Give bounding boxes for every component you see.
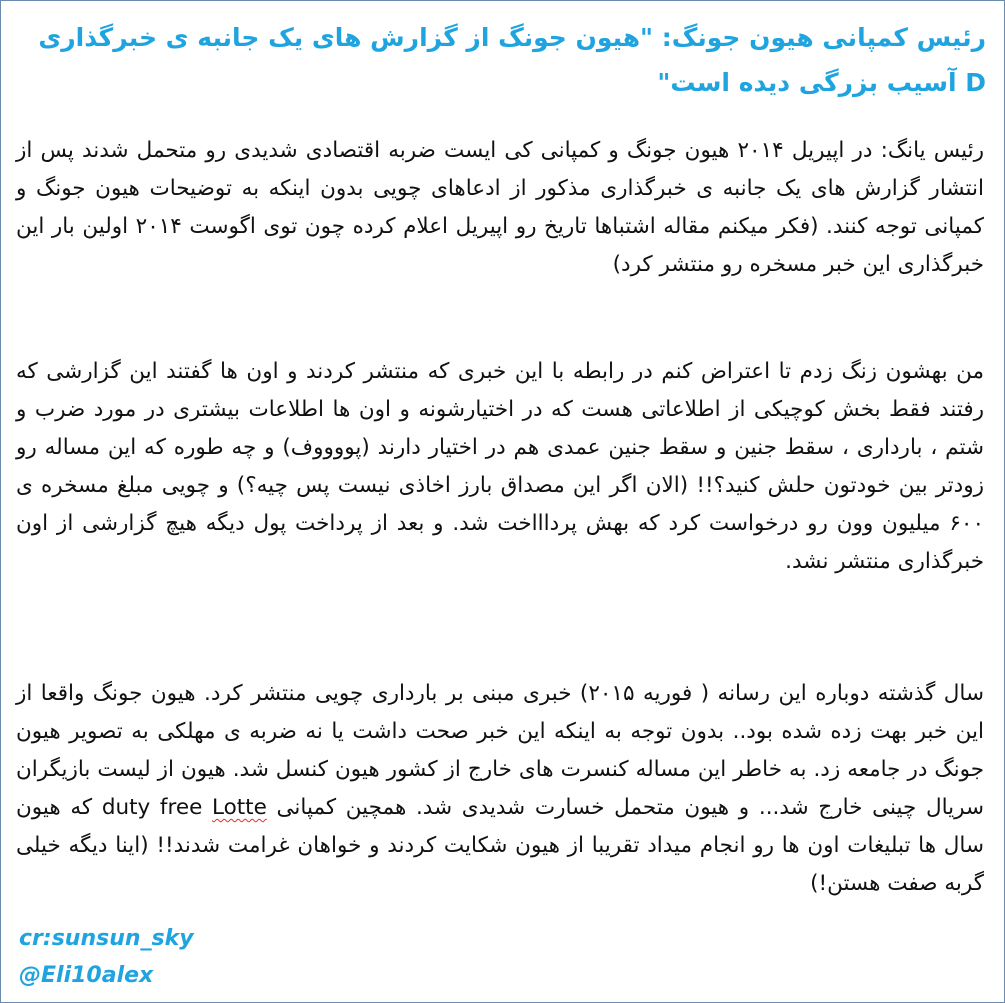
credit-source: cr:sunsun_sky	[19, 926, 194, 951]
paragraph-2: من بهشون زنگ زدم تا اعتراض کنم در رابطه با این خبری که منتشر کردند و اون ها گفتند این گزارشی که رفتند فقط بخش کوچیکی از اطلاعاتی هست که در اختیارشونه و اون ها اطلاعات بیشتری در مورد ضرب و شتم ، بارداری ، سقط جنین و سقط جنین عمدی هم در اختیار دارند (پووووف) و چه طوره که این مساله رو زودتر بین خودتون حلش کنید؟!! (الان اگر این مصداق بارز اخاذی نیست پس چیه؟) و چویی مبلغ مسخره ی ۶۰۰ میلیون وون رو درخواست کرد که بهش پرداااخت شد. و بعد از پرداخت پول دیگه هیچ گزارشی از اون خبرگذاری منتشر نشد.	[16, 359, 984, 574]
credit-translator: @Eli10alex	[19, 963, 154, 988]
brand-lotte: Lotte	[212, 795, 267, 820]
paragraph-3-text-after: که هیون سال ها تبلیغات اون ها رو انجام میداد تقریبا از هیون شکایت کردند و خواهان غرامت شدند!! (اینا دیگه خیلی گربه صفت هستن!)	[16, 795, 984, 896]
paragraph-3-text-before: سال گذشته دوباره این رسانه ( فوریه ۲۰۱۵) خبری مبنی بر بارداری چویی منتشر کرد. هیون جونگ واقعا از این خبر بهت زده شده بود.. بدون توجه به اینکه این خبر صحت داشت یا نه ضربه ی مهلکی به تصویر هیون جونگ در جامعه زد. به خاطر این مساله کنسرت های خارج از کشور هیون کنسل شد. هیون از لیست بازیگران سریال چینی خارج شد... و هیون متحمل خسارت شدیدی شد. همچین کمپانی	[16, 681, 984, 820]
article-title: رئیس کمپانی هیون جونگ: "هیون جونگ از گزارش های یک جانبه ی خبرگذاری D آسیب بزرگی دیده است"	[38, 23, 986, 97]
paragraph-3	[16, 675, 984, 903]
brand-duty-free: duty free	[101, 795, 203, 820]
paragraph-1: رئیس یانگ: در اپیریل ۲۰۱۴ هیون جونگ و کمپانی کی ایست ضربه اقتصادی شدیدی رو متحمل شدند پس از انتشار گزارش های یک جانبه ی خبرگذاری مذکور از ادعاهای چویی بدون اینکه به توضیحات هیون جونگ و کمپانی توجه کنند. (فکر میکنم مقاله اشتباها تاریخ رو اپیریل اعلام کرده چون توی اگوست ۲۰۱۴ اولین بار این خبرگذاری این خبر مسخره رو منتشر کرد)	[16, 138, 984, 277]
